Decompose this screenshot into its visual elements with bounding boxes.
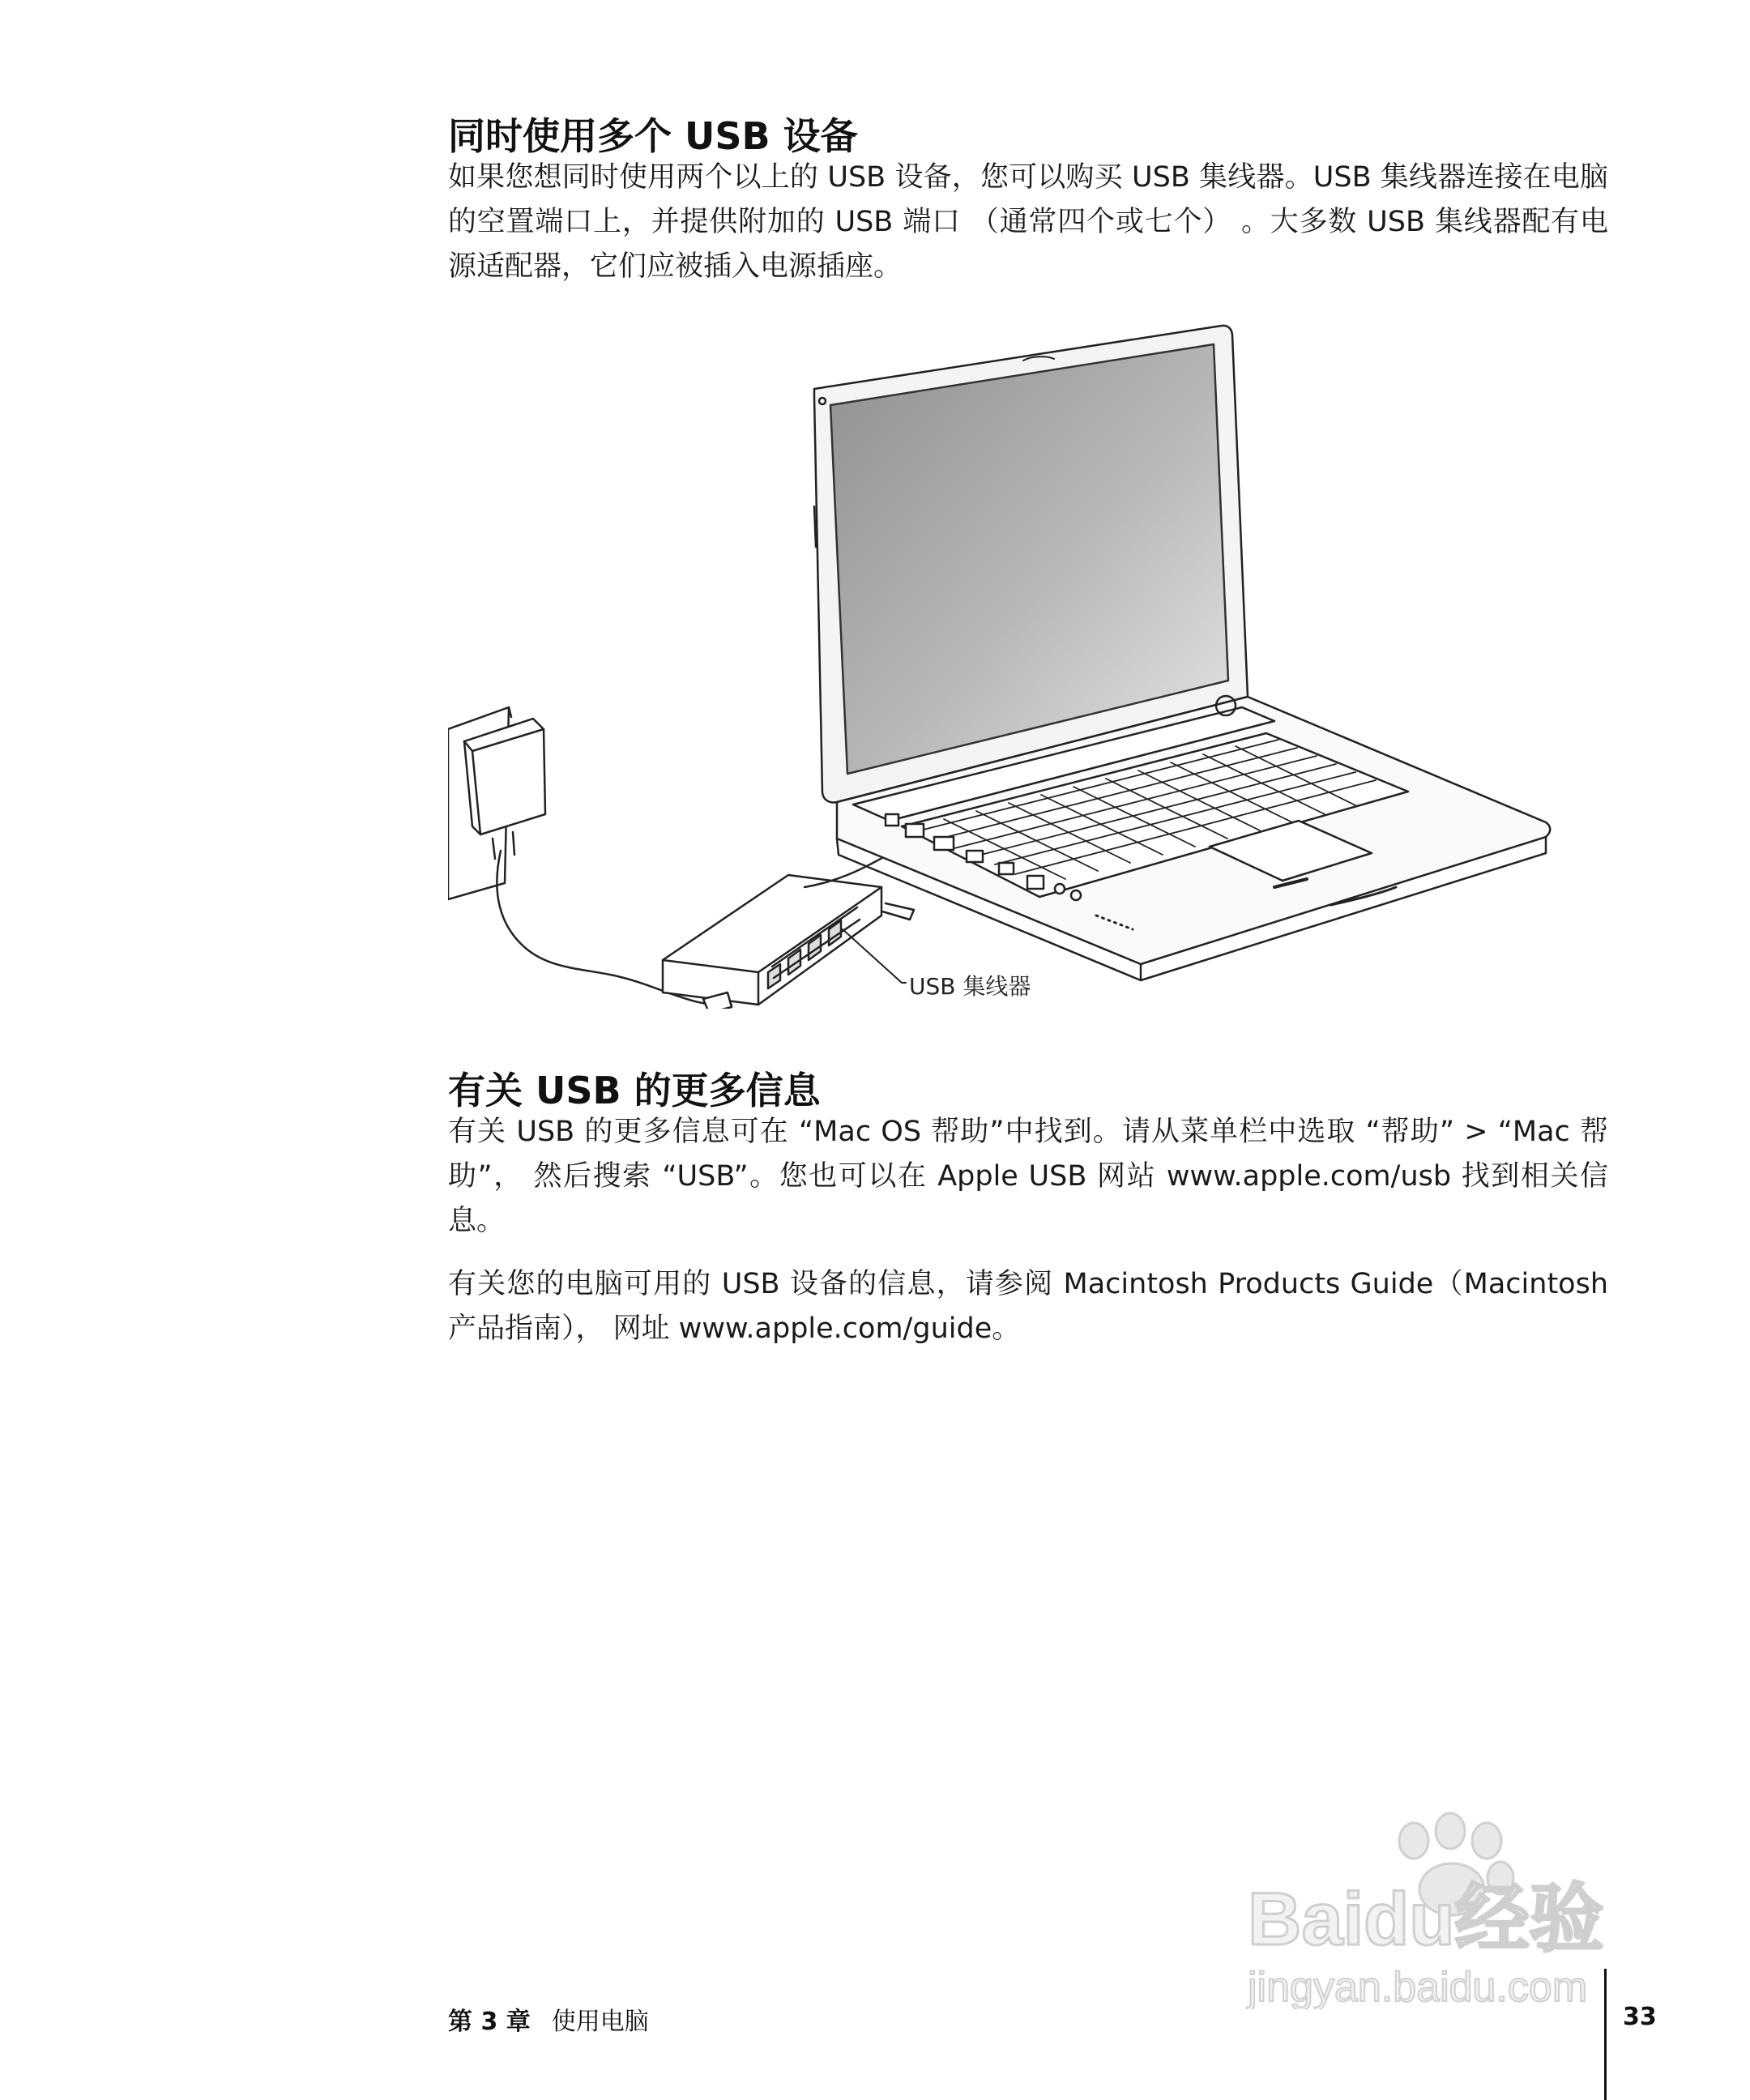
footer-chapter-number: 第 3 章 [448, 2008, 531, 2036]
section-paragraph-multiple-usb: 如果您想同时使用两个以上的 USB 设备，您可以购买 USB 集线器。USB 集线器连接在电脑的空置端口上，并提供附加的 USB 端口 （通常四个或七个） 。大多数 USB 集线器配有电源适配器，它们应被插入电源插座。 [448, 161, 1608, 283]
section-paragraph-products-guide: 有关您的电脑可用的 USB 设备的信息，请参阅 Macintosh Products Guide（Macintosh 产品指南）， 网址 www.apple.com/guide。 [448, 1268, 1608, 1345]
section-title-more-usb-info: 有关 USB 的更多信息 [448, 1069, 821, 1112]
page-number: 33 [1623, 2003, 1657, 2031]
watermark-url: jingyan.baidu.com [1248, 1964, 1588, 2009]
baidu-watermark-logo [1240, 1807, 1661, 2009]
usb-hub-figure [448, 320, 1566, 1009]
section-paragraph-more-usb-info: 有关 USB 的更多信息可在 “Mac OS 帮助”中找到。请从菜单栏中选取 “帮助” > “Mac 帮助”， 然后搜索 “USB”。您也可以在 Apple USB 网站 www.apple.com/usb 找到相关信息。 [448, 1116, 1608, 1237]
footer-divider [1604, 1969, 1607, 2100]
section-title-multiple-usb: 同时使用多个 USB 设备 [448, 114, 858, 158]
watermark-du: du [1364, 1878, 1455, 1961]
laptop-illustration [814, 326, 1550, 980]
footer-chapter-title: 使用电脑 [551, 2008, 649, 2036]
footer-chapter [448, 2001, 649, 2037]
figure-callout-usb-hub: USB 集线器 [909, 973, 1031, 1000]
svg-text:Baidu经验: Baidu经验 [1248, 1878, 1604, 1961]
